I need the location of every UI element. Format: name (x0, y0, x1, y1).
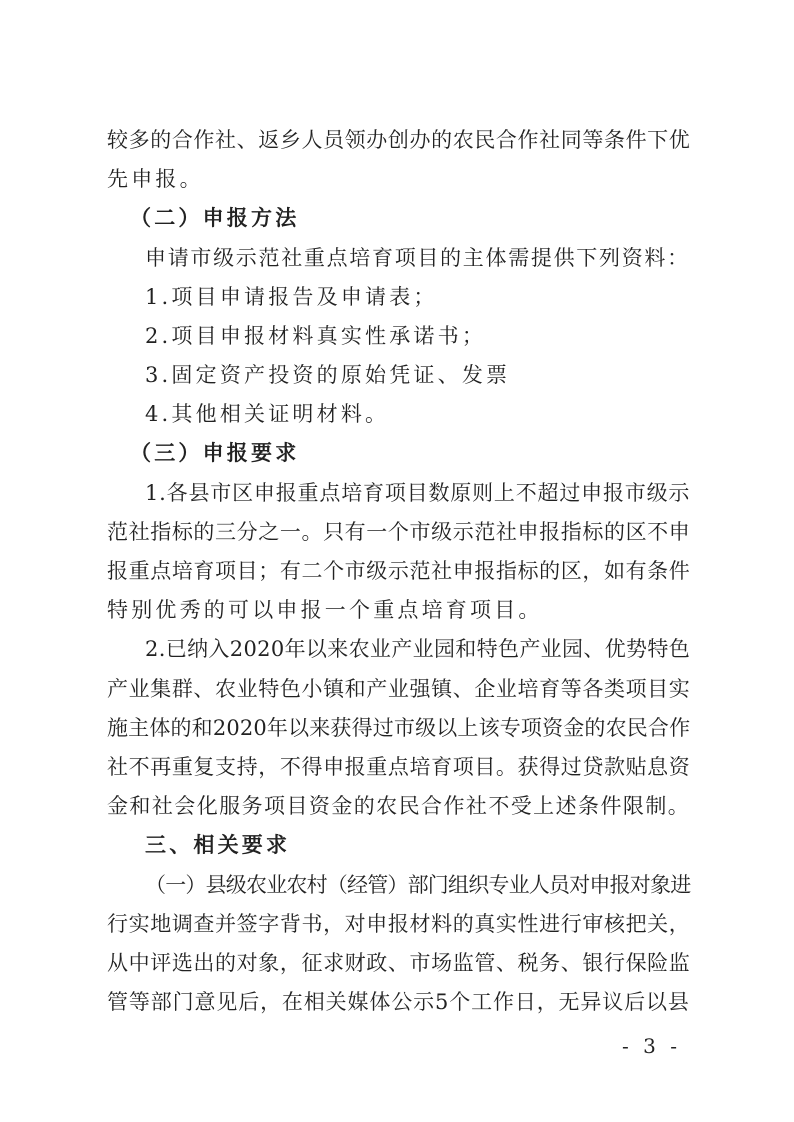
list-item: 3.固定资产投资的原始凭证、发票 (145, 363, 511, 387)
paragraph-line: 从中评选出的对象，征求财政、市场监管、税务、银行保险监 (107, 951, 691, 975)
paragraph-line: 先申报。 (107, 167, 204, 191)
paragraph-line: 金和社会化服务项目资金的农民合作社不受上述条件限制。 (107, 794, 691, 818)
list-item: 4.其他相关证明材料。 (145, 402, 390, 426)
paragraph-line: 施主体的和2020年以来获得过市级以上该专项资金的农民合作 (107, 716, 691, 740)
paragraph-line: 报重点培育项目；有二个市级示范社申报指标的区，如有条件 (107, 559, 691, 583)
paragraph-line: （一）县级农业农村（经管）部门组织专业人员对申报对象进 (145, 873, 691, 897)
section-heading: （三）申报要求 (130, 441, 300, 465)
paragraph-line: 申请市级示范社重点培育项目的主体需提供下列资料： (145, 246, 690, 270)
list-item: 1.项目申请报告及申请表； (145, 285, 438, 309)
chapter-heading: 三、相关要求 (145, 833, 291, 857)
paragraph-line: 产业集群、农业特色小镇和产业强镇、企业培育等各类项目实 (107, 677, 691, 701)
paragraph-line: 社不再重复支持，不得申报重点培育项目。获得过贷款贴息资 (107, 755, 691, 779)
page-number: - 3 - (622, 1034, 681, 1058)
paragraph-line: 行实地调查并签字背书，对申报材料的真实性进行审核把关， (107, 912, 691, 936)
paragraph-line: 1.各县市区申报重点培育项目数原则上不超过申报市级示 (145, 481, 691, 505)
list-item: 2.项目申报材料真实性承诺书； (145, 324, 487, 348)
paragraph-line: 较多的合作社、返乡人员领办创办的农民合作社同等条件下优 (107, 128, 691, 152)
paragraph-line: 2.已纳入2020年以来农业产业园和特色产业园、优势特色 (145, 637, 691, 661)
section-heading: （二）申报方法 (130, 206, 300, 230)
paragraph-line: 管等部门意见后，在相关媒体公示5个工作日，无异议后以县 (107, 990, 690, 1014)
paragraph-line: 范社指标的三分之一。只有一个市级示范社申报指标的区不申 (107, 520, 691, 544)
paragraph-line: 特别优秀的可以申报一个重点培育项目。 (107, 598, 543, 622)
